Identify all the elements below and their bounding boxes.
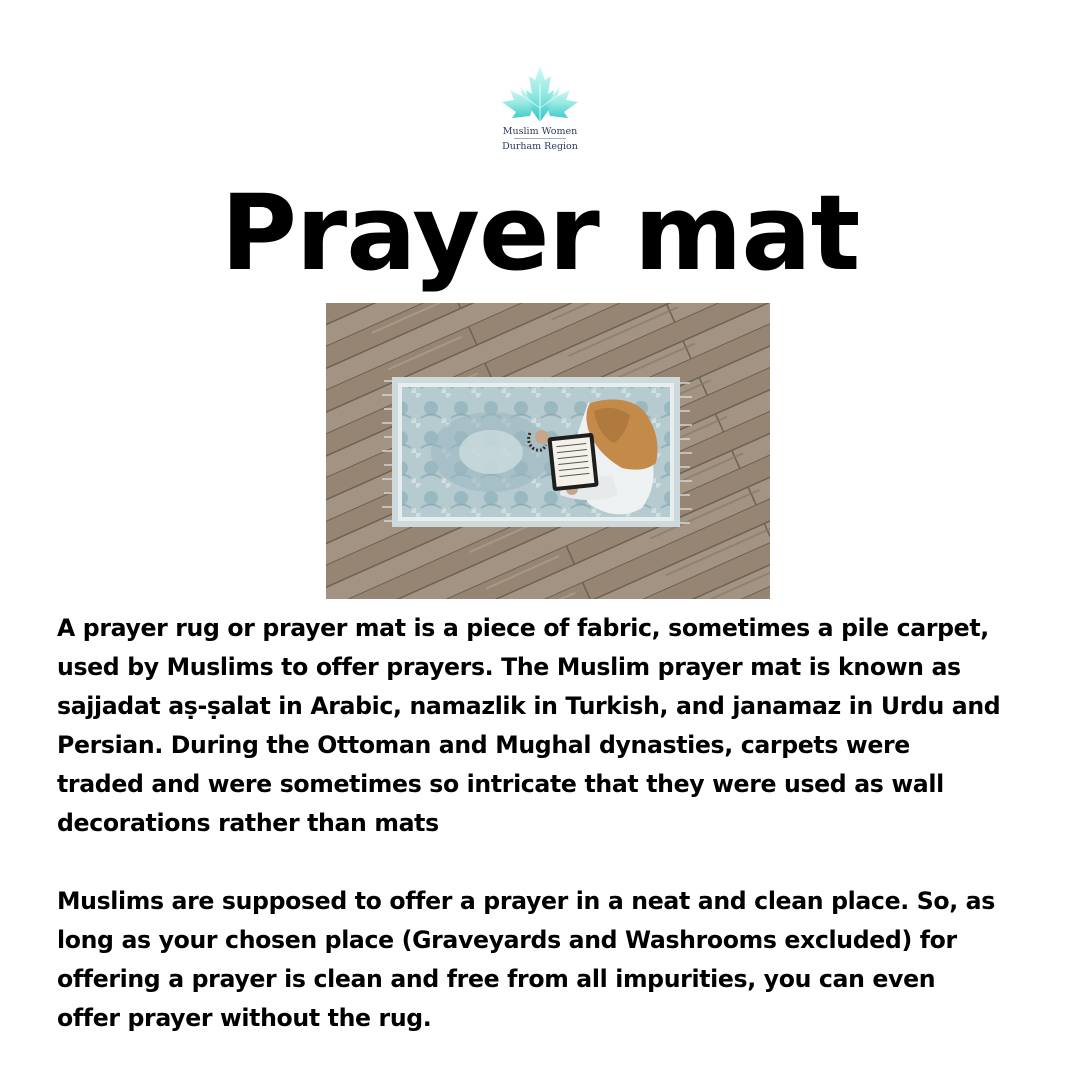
text-line: traded and were sometimes so intricate that they were used as wall [57, 770, 944, 798]
text-line: offer prayer without the rug. [57, 1004, 432, 1032]
text-line: Muslims are supposed to offer a prayer in a neat and clean place. So, as [57, 887, 995, 915]
text-line: decorations rather than mats [57, 809, 439, 837]
organization-logo [496, 64, 584, 156]
article-body [57, 609, 1047, 1038]
text-line: sajjadat aṣ-ṣalat in Arabic, namazlik in Turkish, and janamaz in Urdu and [57, 692, 1001, 720]
prayer-mat-photo [326, 303, 770, 599]
page-title: Prayer mat [220, 172, 860, 294]
logo-text-line-2: Durham Region [502, 141, 578, 152]
logo-divider [514, 138, 566, 139]
text-line: A prayer rug or prayer mat is a piece of fabric, sometimes a pile carpet, [57, 614, 989, 642]
paragraph-definition [57, 609, 1047, 843]
paragraph-cleanliness [57, 882, 1047, 1038]
text-line: used by Muslims to offer prayers. The Muslim prayer mat is known as [57, 653, 961, 681]
text-line: long as your chosen place (Graveyards and Washrooms excluded) for [57, 926, 957, 954]
logo-text-line-1: Muslim Women [502, 126, 578, 137]
maple-leaf-icon [496, 64, 584, 124]
text-line: offering a prayer is clean and free from all impurities, you can even [57, 965, 936, 993]
text-line: Persian. During the Ottoman and Mughal dynasties, carpets were [57, 731, 910, 759]
